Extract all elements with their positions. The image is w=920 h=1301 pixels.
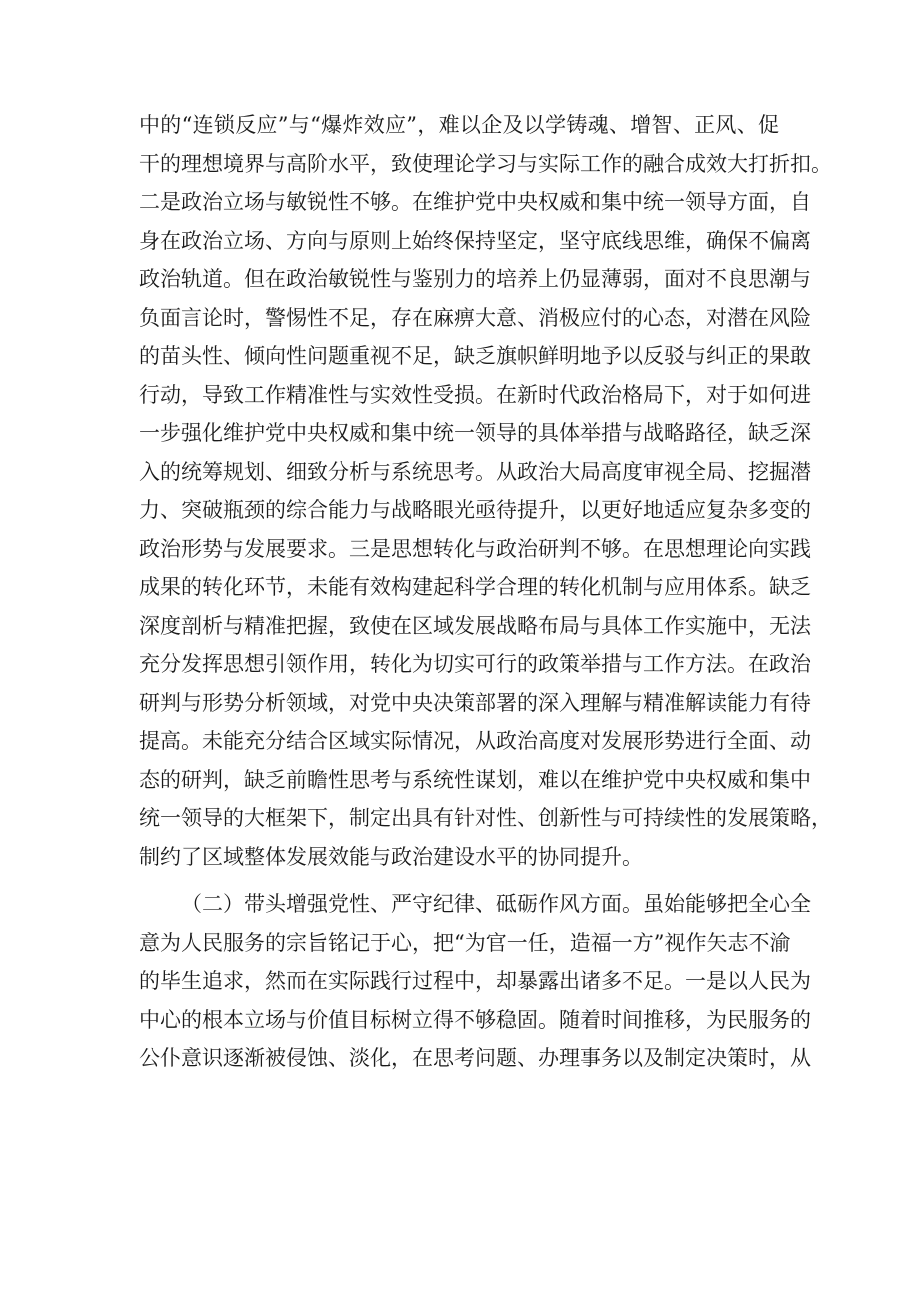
paragraph-line: 中的“连锁反应”与“爆炸效应”，难以企及以学铸魂、增智、正风、促 [139,113,779,137]
paragraph-line: 提高。未能充分结合区域实际情况，从政治高度对发展形势进行全面、动 [139,729,811,753]
paragraph-line: 力、突破瓶颈的综合能力与战略眼光亟待提升，以更好地适应复杂多变的 [139,498,811,522]
paragraph-line: 意为人民服务的宗旨铭记于心，把“为官一任，造福一方”视作矢志不渝 [139,930,791,955]
paragraph-line: 干的理想境界与高阶水平，致使理论学习与实际工作的融合成效大打折扣。 [139,151,832,176]
document-body [139,106,832,1078]
paragraph-line: 统一领导的大框架下，制定出具有针对性、创新性与可持续性的发展策略， [139,806,832,830]
paragraph-line: 制约了区域整体发展效能与政治建设水平的协同提升。 [139,844,643,869]
paragraph-line: 的毕生追求，然而在实际践行过程中，却暴露出诸多不足。一是以人民为 [139,969,811,993]
paragraph-line: 身在政治立场、方向与原则上始终保持坚定，坚守底线思维，确保不偏离 [139,228,811,253]
paragraph-line: 深度剖析与精准把握，致使在区域发展战略布局与具体工作实施中，无法 [139,613,811,638]
paragraph-line: 政治形势与发展要求。三是思想转化与政治研判不够。在思想理论向实践 [139,536,811,561]
paragraph-line: 成果的转化环节，未能有效构建起科学合理的转化机制与应用体系。缺乏 [139,575,811,599]
paragraph-line: 行动，导致工作精准性与实效性受损。在新时代政治格局下，对于如何进 [139,382,811,407]
paragraph-line: 态的研判，缺乏前瞻性思考与系统性谋划，难以在维护党中央权威和集中 [139,767,811,792]
paragraph-line: 政治轨道。但在政治敏锐性与鉴别力的培养上仍显薄弱，面对不良思潮与 [139,267,811,291]
paragraph-line: 研判与形势分析领域，对党中央决策部署的深入理解与精准解读能力有待 [139,690,811,715]
paragraph-line: 一步强化维护党中央权威和集中统一领导的具体举措与战略路径，缺乏深 [139,421,811,445]
paragraph-line: 入的统筹规划、细致分析与系统思考。从政治大局高度审视全局、挖掘潜 [139,459,811,484]
paragraph-2 [139,885,811,1078]
paragraph-line: 二是政治立场与敏锐性不够。在维护党中央权威和集中统一领导方面，自 [139,190,811,214]
paragraph-line: 充分发挥思想引领作用，转化为切实可行的政策举措与工作方法。在政治 [139,652,811,676]
paragraph-line: 的苗头性、倾向性问题重视不足，缺乏旗帜鲜明地予以反驳与纠正的果敢 [139,344,811,368]
paragraph-spacing [139,876,779,885]
paragraph-first-line: （二）带头增强党性、严守纪律、砥砺作风方面。虽始能够把全心全 [181,892,811,916]
paragraph-line: 公仆意识逐渐被侵蚀、淡化，在思考问题、办理事务以及制定决策时，从 [139,1046,811,1070]
paragraph-line: 负面言论时，警惕性不足，存在麻痹大意、消极应付的心态，对潜在风险 [139,305,811,330]
paragraph-line: 中心的根本立场与价值目标树立得不够稳固。随着时间推移，为民服务的 [139,1007,811,1032]
paragraph-1 [139,106,832,876]
